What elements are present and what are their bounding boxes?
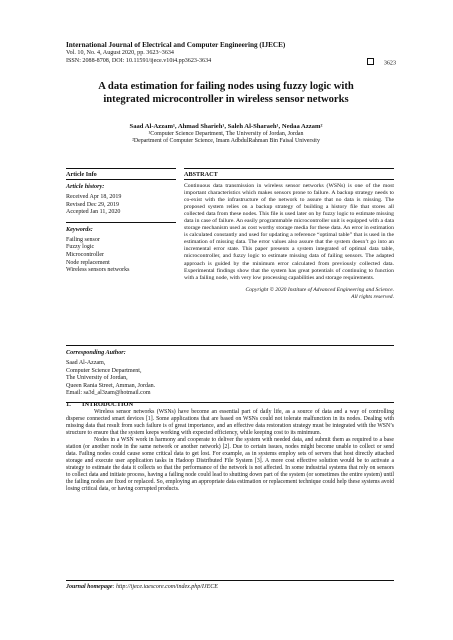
keyword-item: Fuzzy logic: [66, 244, 95, 251]
article-info-panel: [66, 168, 176, 275]
homepage-url[interactable]: http://ijece.iaescore.com/index.php/IJECE: [116, 584, 218, 590]
intro-paragraph-2: Nodes in a WSN work in harmony and cooperate to deliver the system with needed data, and submit them as required to a base station (or another node in the same network or another network) [2]. Due to certain issues, nodes might become unable to collect or send data. Failing nodes could cause some critical data to get lost. For example, as in systems employ sets of servers that host directly attached storage and execute user application tasks in Hadoop Distributed File System [3]. A more cost effective solution would be to activate a strategy to estimate the data it collects so that the performance of the network is not affected. In some industrial systems that rely on sensors to collect data and initiate process, having a failing node could lead to shutting down part of the system (or sometimes the entire system) until the failing nodes are fixed or replaced. So, employing an appropriate data estimation or replacement technique could help these systems avoid losing critical data, or having corrupted products.: [66, 436, 394, 492]
affiliations: [66, 131, 386, 145]
divider: [66, 179, 176, 180]
intro-paragraph-1: Wireless sensor networks (WSNs) have become an essential part of daily life, as a source of data and a way of controlling disperse connected smart devices [1]. Some applications that are based on WSNs could not tolerate malfunction in its nodes. Dealing with missing data that result from such failure is of great importance, and an effective data restoration strategy must be integrated with the WSN’s structure to ensure that the system keeps working with expected efficiency, while keeping cost to its minimum.: [66, 408, 394, 436]
abstract-text: Continuous data transmission in wireless sensor networks (WSNs) is one of the most important characteristics which makes sensors prone to failure. A backup strategy needs to co-exist with the infrastructure of the network to assure that no data is missing. The proposed system relies on a backup strategy of building a history file that stores all collected data from these nodes. This file is used later on by fuzzy logic to estimate missing data in case of failure. An easily programmable microcontroller unit is equipped with a data storage mechanism used as cost worthy storage media for these data. An error in estimation is calculated constantly and used for updating a reference “optimal table” that is used in the estimation of missing data. The error values also assure that the system doesn’t go into an incremental error state. This paper presents a system integrated of optimal data table, microcontroller, and fuzzy logic to estimate missing data of failing sensors. The adapted approach is guided by the minimum error calculated from previously collected data. Experimental findings show that the system has great potentials of continuing to function with a failing node, with very low processing capabilities and storage requirements.: [184, 183, 394, 281]
volume-line: Vol. 10, No. 4, August 2020, pp. 3623~3634: [66, 50, 174, 56]
abstract-heading: ABSTRACT: [184, 171, 218, 178]
keyword-item: Node replacement: [66, 259, 110, 266]
page-footer: [66, 580, 394, 591]
homepage-label: Journal homepage: [66, 584, 113, 590]
author-university: The University of Jordan,: [66, 375, 128, 382]
article-info-heading: Article Info: [66, 171, 97, 178]
abstract-panel: [184, 168, 394, 301]
journal-name: International Journal of Electrical and Computer Engineering (IJECE): [66, 41, 286, 49]
divider: [184, 179, 394, 180]
square-icon: [367, 58, 374, 65]
journal-header: [66, 41, 396, 65]
paper-title: [66, 81, 386, 106]
divider: [184, 168, 394, 169]
title-line-1: A data estimation for failing nodes using fuzzy logic with: [98, 81, 354, 92]
corresponding-heading: Corresponding Author:: [66, 349, 126, 356]
section-title: INTRODUCTION: [82, 401, 134, 408]
page-number: 3623: [383, 60, 396, 67]
divider: [66, 222, 176, 223]
keywords-label: Keywords:: [66, 225, 93, 233]
affiliation-1: ¹Computer Science Department, The University of Jordan, Jordan: [148, 131, 304, 137]
history-label: Article history:: [66, 183, 105, 190]
keyword-item: Microcontroller: [66, 251, 104, 258]
page-number-group: [367, 58, 396, 68]
author-name: Saad Al-Azzam,: [66, 360, 106, 366]
homepage-line: Journal homepage: http://ijece.iaescore.com/index.php/IJECE: [66, 584, 218, 590]
author-email: Email: sa3d_al3zam@hotmail.com: [66, 390, 151, 397]
affiliation-2: ²Department of Computer Science, Imam AdbdulRahman Bin Faisal University: [132, 138, 320, 145]
section-heading: [66, 401, 394, 409]
introduction-section: [66, 401, 394, 493]
keyword-item: Failing sensor: [66, 236, 100, 243]
author-list: Saad Al-Azzam¹, Ahmad Sharieh¹, Saleh Al-Sharaeh¹, Nedaa Azzam²: [129, 123, 323, 130]
issn-row: [66, 58, 396, 66]
section-number: 1.: [66, 401, 71, 408]
copyright-line-2: All rights reserved.: [351, 293, 394, 300]
keyword-item: Wireless sensors networks: [66, 267, 130, 274]
author-street: Queen Rania Street, Amman, Jordan.: [66, 382, 156, 389]
issn-line: ISSN: 2088-8708, DOI: 10.11591/ijece.v10i4.pp3623-3634: [66, 57, 212, 64]
accepted-date: Accepted Jan 11, 2020: [66, 209, 121, 216]
title-line-2: integrated microcontroller in wireless sensor networks: [103, 93, 349, 105]
author-department: Computer Science Department,: [66, 367, 142, 374]
copyright-line-1: Copyright © 2020 Institute of Advanced Engineering and Science.: [245, 286, 394, 293]
corresponding-author-panel: [66, 345, 394, 403]
divider: [66, 345, 394, 346]
divider: [66, 580, 394, 581]
divider: [66, 168, 176, 169]
revised-date: Revised Dec 29, 2019: [66, 201, 119, 208]
received-date: Received Apr 18, 2019: [66, 194, 122, 200]
